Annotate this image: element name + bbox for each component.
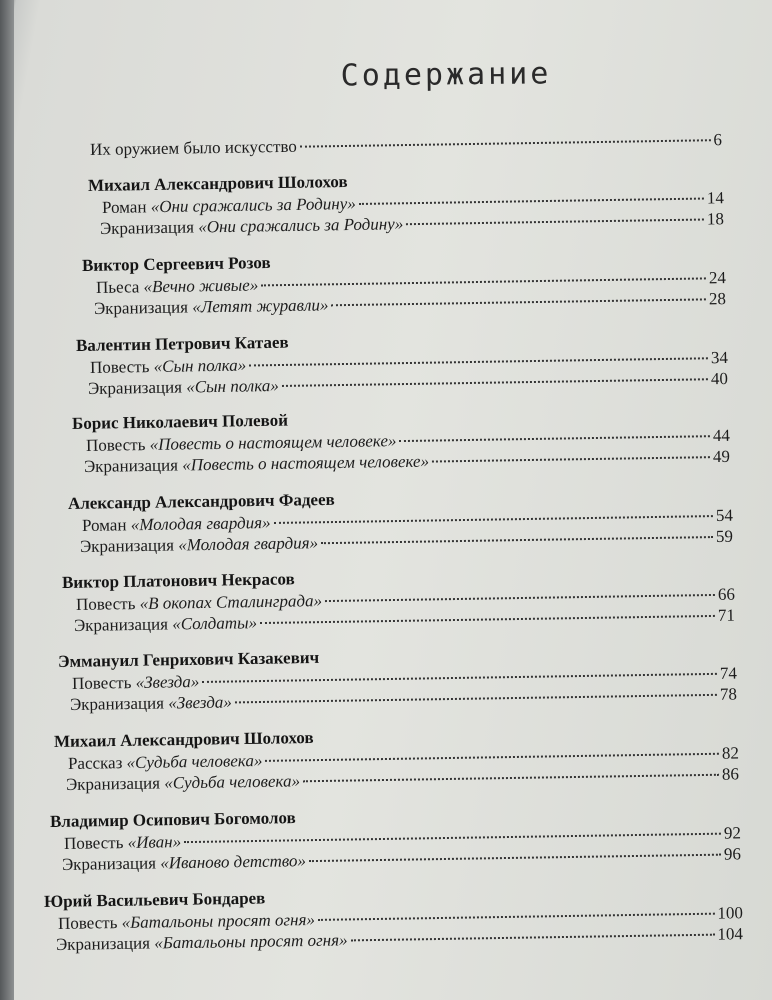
dot-leader xyxy=(249,357,708,366)
dot-leader xyxy=(432,456,710,462)
page-number: 82 xyxy=(721,743,740,763)
dot-leader xyxy=(399,435,710,442)
dot-leader xyxy=(318,913,715,921)
entry-kind: Экранизация xyxy=(55,933,151,954)
dot-leader xyxy=(331,298,706,306)
author-heading: Михаил Александрович Шолохов xyxy=(53,727,314,751)
entry-kind: Экранизация xyxy=(93,297,189,318)
entry-kind: Экранизация xyxy=(83,455,179,476)
dot-leader xyxy=(274,515,713,524)
entry-kind: Экранизация xyxy=(61,853,157,874)
page-number: 71 xyxy=(717,605,736,625)
author-heading: Эммануил Генрихович Казакевич xyxy=(57,647,320,671)
author-heading: Виктор Сергеевич Розов xyxy=(81,253,271,275)
entry-kind: Экранизация xyxy=(65,773,161,794)
dot-leader xyxy=(235,694,717,704)
author-heading: Владимир Осипович Богомолов xyxy=(49,808,296,831)
page-number: 104 xyxy=(717,924,744,944)
dot-leader xyxy=(282,378,708,387)
dot-leader xyxy=(321,536,713,544)
page-number: 44 xyxy=(712,425,731,446)
entry-work-title: «Сын полка» xyxy=(153,355,247,376)
page-title: Содержание xyxy=(340,56,552,94)
dot-leader xyxy=(265,753,719,762)
entry-kind: Рассказ xyxy=(67,753,123,773)
dot-leader xyxy=(260,615,715,624)
entry-work-title: «Вечно живые» xyxy=(143,275,259,297)
author-heading: Юрий Васильевич Бондарев xyxy=(43,888,266,911)
entry-kind: Повесть xyxy=(75,594,136,614)
author-heading: Михаил Александрович Шолохов xyxy=(87,171,348,195)
entry-kind: Экранизация xyxy=(99,217,195,238)
entry-kind: Повесть xyxy=(57,913,118,933)
entry-work-title: «В окопах Сталинграда» xyxy=(139,591,323,613)
entry-work-title: «Повесть о настоящем человеке» xyxy=(182,451,430,475)
entry-kind: Пьеса xyxy=(95,277,140,297)
page-number: 92 xyxy=(723,823,742,843)
toc-intro-entry xyxy=(90,130,722,160)
entry-work-title: «Звезда» xyxy=(168,692,233,713)
entry-work-title: «Они сражались за Родину» xyxy=(198,214,404,237)
dot-leader xyxy=(303,774,719,783)
entry-work-title: «Батальоны просят огня» xyxy=(121,909,316,932)
entry-kind: Роман xyxy=(101,197,147,217)
entry-work-title: «Повесть о настоящем человеке» xyxy=(149,431,397,454)
dot-leader xyxy=(202,673,717,683)
page-number: 100 xyxy=(717,903,744,923)
page-number: 54 xyxy=(715,505,734,526)
entry-work-title: «Судьба человека» xyxy=(126,750,263,773)
entry-work-title: «Иваново детство» xyxy=(160,851,307,873)
page-number: 86 xyxy=(721,764,740,784)
entry-work-title: «Солдаты» xyxy=(172,613,258,634)
entry-kind: Повесть xyxy=(63,833,124,853)
entry-work-title: «Батальоны просят огня» xyxy=(154,930,348,953)
page-number: 74 xyxy=(719,663,738,683)
page-number: 49 xyxy=(712,446,731,467)
author-heading: Александр Александрович Фадеев xyxy=(67,489,335,513)
page-number: 18 xyxy=(706,209,725,229)
page-number: 40 xyxy=(710,368,729,389)
page-number: 34 xyxy=(710,347,729,368)
entry-work-title: «Молодая гвардия» xyxy=(178,533,319,555)
entry-work-title: «Они сражались за Родину» xyxy=(150,194,356,217)
dot-leader xyxy=(325,594,715,602)
page-number: 66 xyxy=(717,584,736,604)
entry-kind: Повесть xyxy=(89,357,150,377)
entry-kind: Повесть xyxy=(71,673,132,693)
page-number: 59 xyxy=(715,526,734,547)
page-number: 28 xyxy=(708,289,727,309)
entry-work-title: «Судьба человека» xyxy=(164,771,301,793)
dot-leader xyxy=(351,934,715,942)
entry-kind: Экранизация xyxy=(73,614,169,635)
dot-leader xyxy=(309,854,721,862)
page-number: 6 xyxy=(713,130,723,150)
page-number: 78 xyxy=(719,684,738,704)
author-heading: Валентин Петрович Катаев xyxy=(75,332,289,355)
entry-work-title: «Сын полка» xyxy=(186,376,279,397)
entry-kind: Экранизация xyxy=(79,535,175,556)
entry-work-title: «Иван» xyxy=(127,832,182,852)
entry-work-title: «Молодая гвардия» xyxy=(130,513,271,535)
entry-text: Их оружием было искусство xyxy=(89,136,297,159)
page-number: 14 xyxy=(706,188,725,208)
entry-kind: Экранизация xyxy=(87,377,183,398)
author-heading: Борис Николаевич Полевой xyxy=(71,410,289,433)
entry-work-title: «Летят журавли» xyxy=(192,295,329,317)
entry-kind: Экранизация xyxy=(69,693,165,714)
entry-kind: Роман xyxy=(81,515,127,535)
author-heading: Виктор Платонович Некрасов xyxy=(61,569,295,592)
dot-leader xyxy=(184,833,721,843)
page-number: 96 xyxy=(723,844,742,864)
dot-leader xyxy=(300,139,711,147)
dot-leader xyxy=(359,198,704,205)
entry-work-title: «Звезда» xyxy=(135,672,200,692)
dot-leader xyxy=(406,219,704,226)
dot-leader xyxy=(261,277,706,286)
entry-kind: Повесть xyxy=(85,435,146,455)
page-number: 24 xyxy=(708,268,727,288)
